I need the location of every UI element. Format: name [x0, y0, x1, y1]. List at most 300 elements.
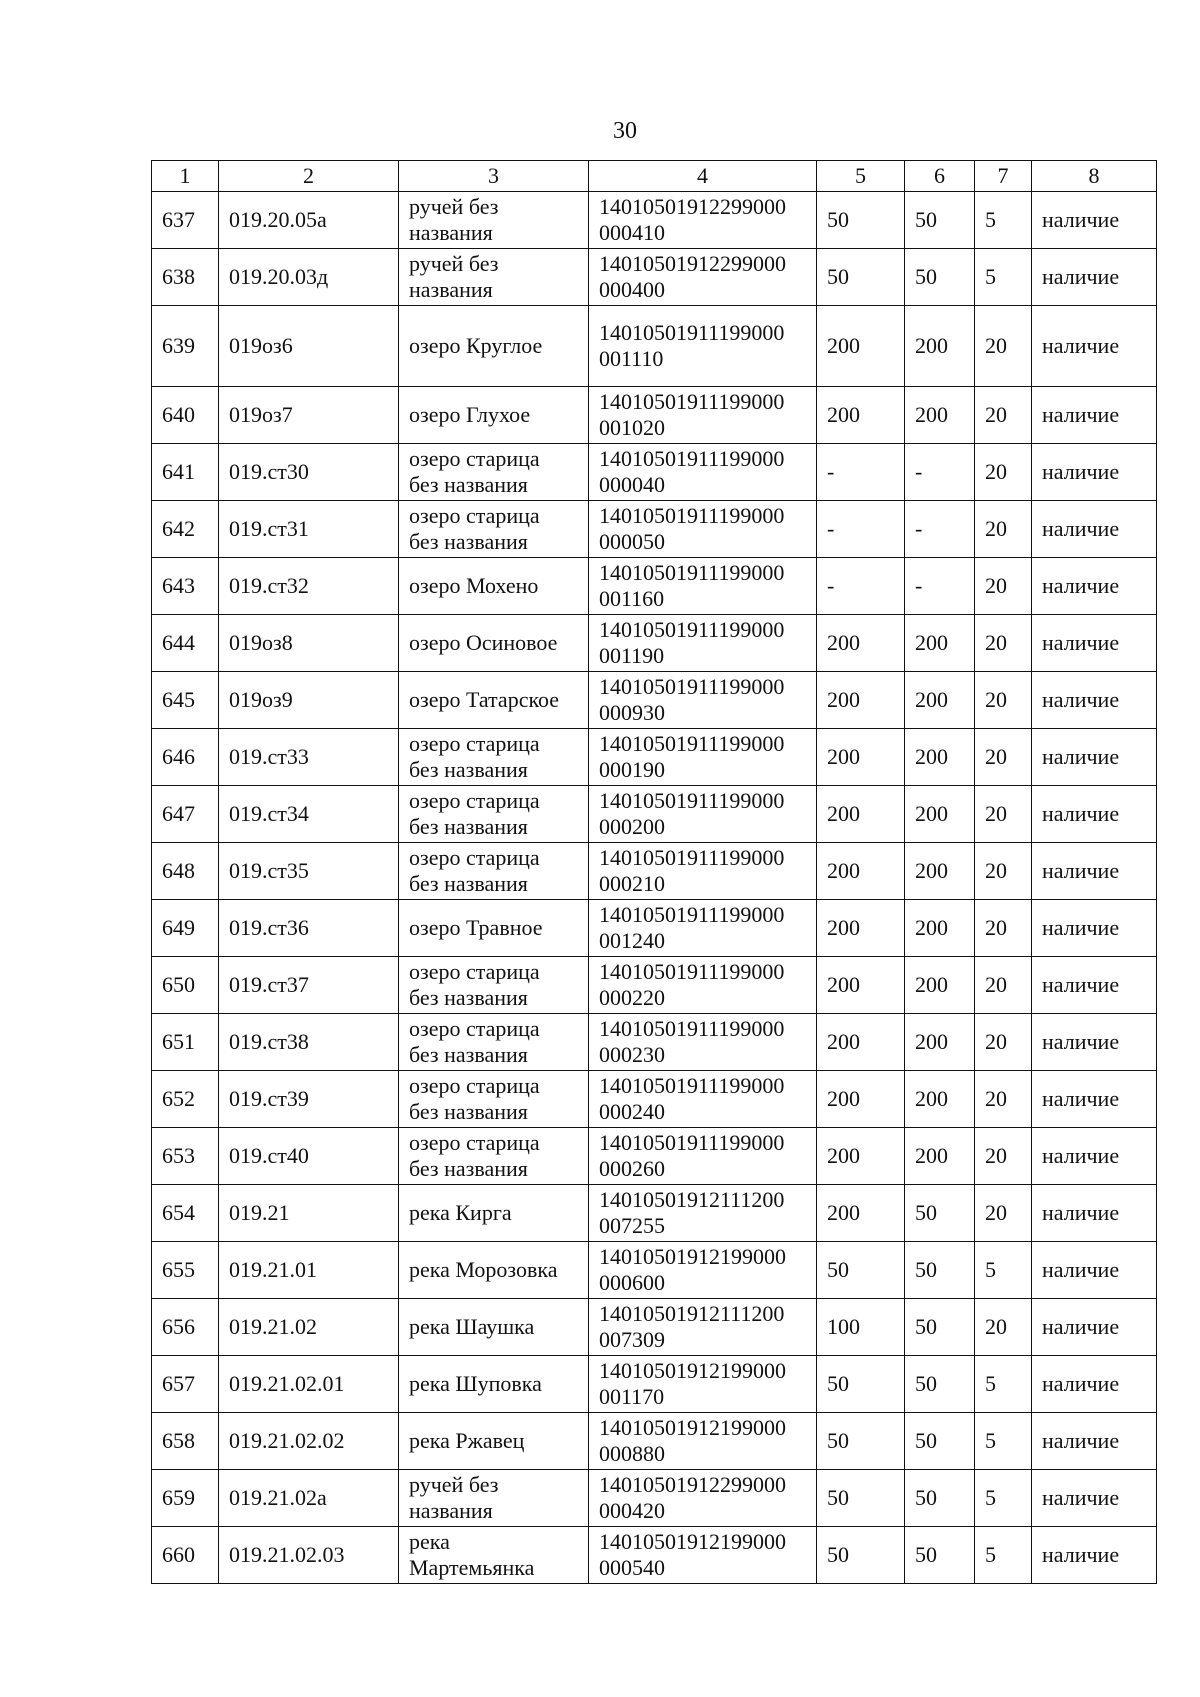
status-cell: наличие	[1032, 1470, 1157, 1527]
name-line: озеро старица	[409, 959, 540, 984]
table-row	[152, 1299, 1157, 1356]
row-number-cell: 642	[152, 501, 219, 558]
col5-cell: -	[817, 444, 905, 501]
table-row	[152, 1413, 1157, 1470]
row-number-cell: 655	[152, 1242, 219, 1299]
col6-cell: 50	[905, 1185, 975, 1242]
name-cell	[399, 1014, 589, 1071]
name-cell	[399, 192, 589, 249]
registry-id-line: 14010501911199000	[599, 902, 785, 927]
registry-id-line: 14010501912299000	[599, 1472, 786, 1497]
col7-cell: 20	[975, 1071, 1032, 1128]
row-number-cell: 644	[152, 615, 219, 672]
name-line: озеро старица	[409, 1073, 540, 1098]
col5-cell: 200	[817, 387, 905, 444]
name-cell	[399, 249, 589, 306]
row-number-cell: 658	[152, 1413, 219, 1470]
col5-cell: 200	[817, 672, 905, 729]
row-number-cell: 650	[152, 957, 219, 1014]
registry-id-line: 14010501911199000	[599, 959, 785, 984]
col6-cell: 200	[905, 843, 975, 900]
registry-id-line: 000050	[599, 529, 665, 554]
column-header: 7	[975, 161, 1032, 192]
header-row	[152, 161, 1157, 192]
row-number-cell: 640	[152, 387, 219, 444]
column-header: 5	[817, 161, 905, 192]
row-number-cell: 648	[152, 843, 219, 900]
registry-id-cell	[589, 1356, 817, 1413]
code-cell: 019.ст35	[219, 843, 399, 900]
column-header: 1	[152, 161, 219, 192]
col5-cell: 50	[817, 1527, 905, 1584]
code-cell: 019.ст38	[219, 1014, 399, 1071]
table-row	[152, 1470, 1157, 1527]
col7-cell: 5	[975, 1242, 1032, 1299]
col5-cell: 50	[817, 1413, 905, 1470]
row-number-cell: 652	[152, 1071, 219, 1128]
status-cell: наличие	[1032, 786, 1157, 843]
registry-id-line: 14010501912111200	[599, 1301, 785, 1326]
name-cell	[399, 444, 589, 501]
col5-cell: 200	[817, 1185, 905, 1242]
col7-cell: 5	[975, 1527, 1032, 1584]
col5-cell: 200	[817, 306, 905, 387]
col7-cell: 20	[975, 306, 1032, 387]
registry-id-cell	[589, 1242, 817, 1299]
table-row	[152, 957, 1157, 1014]
name-line: названия	[409, 1498, 493, 1523]
registry-id-line: 000880	[599, 1441, 665, 1466]
registry-id-line: 001240	[599, 928, 665, 953]
name-line: озеро старица	[409, 731, 540, 756]
col6-cell: 200	[905, 900, 975, 957]
name-line: река Шаушка	[409, 1314, 535, 1339]
name-line: река Ржавец	[409, 1428, 525, 1453]
table-row	[152, 444, 1157, 501]
registry-id-line: 001170	[599, 1384, 665, 1409]
name-line: озеро Осиновое	[409, 630, 558, 655]
status-cell: наличие	[1032, 1071, 1157, 1128]
row-number-cell: 639	[152, 306, 219, 387]
name-cell	[399, 957, 589, 1014]
name-line: река Шуповка	[409, 1371, 542, 1396]
name-line: река Кирга	[409, 1200, 512, 1225]
name-line: река Морозовка	[409, 1257, 558, 1282]
column-header: 2	[219, 161, 399, 192]
name-line: озеро Травное	[409, 915, 543, 940]
registry-id-cell	[589, 843, 817, 900]
table-row	[152, 249, 1157, 306]
col7-cell: 20	[975, 444, 1032, 501]
name-cell	[399, 672, 589, 729]
registry-id-cell	[589, 444, 817, 501]
registry-id-line: 000190	[599, 757, 665, 782]
name-line: озеро Круглое	[409, 333, 543, 358]
col5-cell: -	[817, 558, 905, 615]
code-cell: 019.ст32	[219, 558, 399, 615]
name-line: озеро Мохено	[409, 573, 539, 598]
registry-id-line: 14010501911199000	[599, 617, 785, 642]
col5-cell: 200	[817, 900, 905, 957]
name-line: без названия	[409, 529, 528, 554]
col7-cell: 20	[975, 1128, 1032, 1185]
col7-cell: 20	[975, 672, 1032, 729]
registry-id-cell	[589, 1299, 817, 1356]
status-cell: наличие	[1032, 192, 1157, 249]
col7-cell: 20	[975, 729, 1032, 786]
col7-cell: 20	[975, 1185, 1032, 1242]
registry-id-line: 14010501911199000	[599, 560, 785, 585]
status-cell: наличие	[1032, 1527, 1157, 1584]
name-line: без названия	[409, 814, 528, 839]
col7-cell: 20	[975, 786, 1032, 843]
registry-id-line: 000240	[599, 1099, 665, 1124]
registry-id-cell	[589, 1185, 817, 1242]
status-cell: наличие	[1032, 387, 1157, 444]
row-number-cell: 660	[152, 1527, 219, 1584]
col5-cell: 50	[817, 1356, 905, 1413]
name-cell	[399, 1185, 589, 1242]
registry-id-line: 14010501911199000	[599, 1073, 785, 1098]
water-objects-table	[151, 160, 1157, 1584]
col6-cell: 200	[905, 729, 975, 786]
name-line: без названия	[409, 871, 528, 896]
registry-id-line: 000600	[599, 1270, 665, 1295]
name-line: без названия	[409, 757, 528, 782]
name-line: ручей без	[409, 251, 499, 276]
registry-id-line: 000410	[599, 220, 665, 245]
table-row	[152, 786, 1157, 843]
col5-cell: 200	[817, 615, 905, 672]
registry-id-line: 14010501911199000	[599, 389, 785, 414]
status-cell: наличие	[1032, 672, 1157, 729]
col5-cell: 50	[817, 249, 905, 306]
col6-cell: 50	[905, 1527, 975, 1584]
status-cell: наличие	[1032, 1242, 1157, 1299]
col6-cell: 50	[905, 192, 975, 249]
name-cell	[399, 306, 589, 387]
col7-cell: 20	[975, 843, 1032, 900]
registry-id-line: 14010501912111200	[599, 1187, 785, 1212]
registry-id-line: 000260	[599, 1156, 665, 1181]
col6-cell: 200	[905, 1014, 975, 1071]
col6-cell: 50	[905, 1299, 975, 1356]
column-header: 4	[589, 161, 817, 192]
name-cell	[399, 1071, 589, 1128]
table-row	[152, 192, 1157, 249]
status-cell: наличие	[1032, 1014, 1157, 1071]
name-cell	[399, 843, 589, 900]
col7-cell: 20	[975, 558, 1032, 615]
code-cell: 019оз9	[219, 672, 399, 729]
status-cell: наличие	[1032, 501, 1157, 558]
table-row	[152, 1356, 1157, 1413]
row-number-cell: 656	[152, 1299, 219, 1356]
table-row	[152, 1128, 1157, 1185]
row-number-cell: 641	[152, 444, 219, 501]
registry-id-cell	[589, 1014, 817, 1071]
code-cell: 019.ст31	[219, 501, 399, 558]
registry-id-cell	[589, 192, 817, 249]
status-cell: наличие	[1032, 1185, 1157, 1242]
registry-id-line: 007309	[599, 1327, 665, 1352]
row-number-cell: 637	[152, 192, 219, 249]
table-row	[152, 501, 1157, 558]
status-cell: наличие	[1032, 1413, 1157, 1470]
registry-id-line: 000400	[599, 277, 665, 302]
code-cell: 019.ст30	[219, 444, 399, 501]
col5-cell: 50	[817, 1470, 905, 1527]
registry-id-line: 14010501912299000	[599, 251, 786, 276]
col6-cell: 50	[905, 1470, 975, 1527]
name-cell	[399, 729, 589, 786]
table-row	[152, 306, 1157, 387]
col7-cell: 20	[975, 957, 1032, 1014]
name-line: без названия	[409, 1099, 528, 1124]
status-cell: наличие	[1032, 444, 1157, 501]
code-cell: 019.ст34	[219, 786, 399, 843]
status-cell: наличие	[1032, 729, 1157, 786]
row-number-cell: 651	[152, 1014, 219, 1071]
col7-cell: 5	[975, 1356, 1032, 1413]
table-row	[152, 729, 1157, 786]
row-number-cell: 647	[152, 786, 219, 843]
table-row	[152, 1071, 1157, 1128]
registry-id-cell	[589, 1527, 817, 1584]
row-number-cell: 657	[152, 1356, 219, 1413]
registry-id-cell	[589, 1413, 817, 1470]
status-cell: наличие	[1032, 615, 1157, 672]
name-line: озеро старица	[409, 1130, 540, 1155]
table-body	[152, 192, 1157, 1584]
name-line: ручей без	[409, 194, 499, 219]
registry-id-cell	[589, 387, 817, 444]
name-cell	[399, 1413, 589, 1470]
name-line: озеро Татарское	[409, 687, 560, 712]
table-row	[152, 558, 1157, 615]
table-row	[152, 1242, 1157, 1299]
name-line: без названия	[409, 985, 528, 1010]
col6-cell: 50	[905, 1242, 975, 1299]
code-cell: 019.ст33	[219, 729, 399, 786]
col6-cell: 200	[905, 1128, 975, 1185]
row-number-cell: 643	[152, 558, 219, 615]
registry-id-line: 14010501912199000	[599, 1358, 786, 1383]
status-cell: наличие	[1032, 900, 1157, 957]
code-cell: 019оз8	[219, 615, 399, 672]
col5-cell: 50	[817, 192, 905, 249]
col7-cell: 20	[975, 501, 1032, 558]
status-cell: наличие	[1032, 843, 1157, 900]
name-line: озеро старица	[409, 845, 540, 870]
name-cell	[399, 1242, 589, 1299]
row-number-cell: 653	[152, 1128, 219, 1185]
col7-cell: 20	[975, 1014, 1032, 1071]
code-cell: 019.20.03д	[219, 249, 399, 306]
registry-id-line: 14010501911199000	[599, 845, 785, 870]
name-line: озеро старица	[409, 503, 540, 528]
code-cell: 019.ст37	[219, 957, 399, 1014]
row-number-cell: 649	[152, 900, 219, 957]
name-cell	[399, 1299, 589, 1356]
col6-cell: 50	[905, 249, 975, 306]
row-number-cell: 659	[152, 1470, 219, 1527]
name-line: названия	[409, 220, 493, 245]
code-cell: 019.21.01	[219, 1242, 399, 1299]
status-cell: наличие	[1032, 1128, 1157, 1185]
name-cell	[399, 1356, 589, 1413]
registry-id-cell	[589, 1470, 817, 1527]
column-header: 3	[399, 161, 589, 192]
col7-cell: 20	[975, 1299, 1032, 1356]
registry-id-line: 000220	[599, 985, 665, 1010]
code-cell: 019.ст39	[219, 1071, 399, 1128]
registry-id-cell	[589, 900, 817, 957]
registry-id-line: 14010501911199000	[599, 674, 785, 699]
col7-cell: 5	[975, 249, 1032, 306]
code-cell: 019.21.02	[219, 1299, 399, 1356]
name-line: озеро старица	[409, 788, 540, 813]
row-number-cell: 654	[152, 1185, 219, 1242]
name-line: река	[409, 1529, 450, 1554]
name-cell	[399, 786, 589, 843]
table-row	[152, 1185, 1157, 1242]
registry-id-line: 14010501911199000	[599, 731, 785, 756]
status-cell: наличие	[1032, 249, 1157, 306]
col7-cell: 5	[975, 1413, 1032, 1470]
code-cell: 019.ст40	[219, 1128, 399, 1185]
registry-id-line: 000040	[599, 472, 665, 497]
name-line: без названия	[409, 1042, 528, 1067]
code-cell: 019.21.02.01	[219, 1356, 399, 1413]
code-cell: 019.ст36	[219, 900, 399, 957]
registry-id-cell	[589, 1071, 817, 1128]
registry-id-cell	[589, 306, 817, 387]
column-header: 6	[905, 161, 975, 192]
code-cell: 019.21.02а	[219, 1470, 399, 1527]
registry-id-line: 14010501911199000	[599, 503, 785, 528]
status-cell: наличие	[1032, 558, 1157, 615]
col5-cell: 200	[817, 786, 905, 843]
status-cell: наличие	[1032, 957, 1157, 1014]
table-row	[152, 1014, 1157, 1071]
col6-cell: -	[905, 558, 975, 615]
name-cell	[399, 615, 589, 672]
registry-id-line: 001110	[599, 346, 664, 371]
registry-id-cell	[589, 672, 817, 729]
registry-id-line: 14010501912299000	[599, 194, 786, 219]
registry-id-line: 14010501911199000	[599, 1130, 785, 1155]
registry-id-line: 14010501912199000	[599, 1415, 786, 1440]
col5-cell: 50	[817, 1242, 905, 1299]
name-line: названия	[409, 277, 493, 302]
registry-id-line: 14010501912199000	[599, 1529, 786, 1554]
col7-cell: 5	[975, 1470, 1032, 1527]
name-cell	[399, 900, 589, 957]
table-row	[152, 615, 1157, 672]
registry-id-line: 000230	[599, 1042, 665, 1067]
registry-id-line: 14010501911199000	[599, 320, 785, 345]
col5-cell: 200	[817, 843, 905, 900]
table-row	[152, 900, 1157, 957]
col6-cell: -	[905, 444, 975, 501]
registry-id-cell	[589, 957, 817, 1014]
code-cell: 019.21.02.02	[219, 1413, 399, 1470]
registry-id-cell	[589, 615, 817, 672]
status-cell: наличие	[1032, 1299, 1157, 1356]
col5-cell: 200	[817, 957, 905, 1014]
col6-cell: -	[905, 501, 975, 558]
col6-cell: 200	[905, 387, 975, 444]
registry-id-line: 000930	[599, 700, 665, 725]
name-cell	[399, 501, 589, 558]
page-number: 30	[613, 118, 637, 144]
status-cell: наличие	[1032, 1356, 1157, 1413]
registry-id-cell	[589, 786, 817, 843]
name-line: без названия	[409, 1156, 528, 1181]
registry-id-line: 000420	[599, 1498, 665, 1523]
registry-id-line: 001190	[599, 643, 665, 668]
status-cell: наличие	[1032, 306, 1157, 387]
registry-id-line: 001020	[599, 415, 665, 440]
registry-id-line: 007255	[599, 1213, 665, 1238]
col5-cell: 100	[817, 1299, 905, 1356]
name-cell	[399, 387, 589, 444]
registry-id-cell	[589, 729, 817, 786]
col5-cell: 200	[817, 729, 905, 786]
col5-cell: -	[817, 501, 905, 558]
registry-id-line: 000200	[599, 814, 665, 839]
table-row	[152, 387, 1157, 444]
registry-id-line: 14010501911199000	[599, 446, 785, 471]
col5-cell: 200	[817, 1128, 905, 1185]
registry-id-line: 14010501912199000	[599, 1244, 786, 1269]
registry-id-line: 000210	[599, 871, 665, 896]
name-line: озеро старица	[409, 1016, 540, 1041]
col6-cell: 200	[905, 615, 975, 672]
code-cell: 019оз7	[219, 387, 399, 444]
col6-cell: 200	[905, 786, 975, 843]
name-line: без названия	[409, 472, 528, 497]
col7-cell: 20	[975, 615, 1032, 672]
table-row	[152, 1527, 1157, 1584]
code-cell: 019.21.02.03	[219, 1527, 399, 1584]
name-line: озеро старица	[409, 446, 540, 471]
row-number-cell: 645	[152, 672, 219, 729]
registry-id-line: 14010501911199000	[599, 788, 785, 813]
registry-id-cell	[589, 501, 817, 558]
registry-id-cell	[589, 249, 817, 306]
name-cell	[399, 1527, 589, 1584]
table-row	[152, 672, 1157, 729]
col7-cell: 5	[975, 192, 1032, 249]
col6-cell: 200	[905, 672, 975, 729]
registry-id-line: 001160	[599, 586, 665, 611]
name-cell	[399, 1470, 589, 1527]
col7-cell: 20	[975, 387, 1032, 444]
registry-id-cell	[589, 558, 817, 615]
code-cell: 019.20.05а	[219, 192, 399, 249]
name-line: ручей без	[409, 1472, 499, 1497]
registry-id-line: 14010501911199000	[599, 1016, 785, 1041]
registry-id-line: 000540	[599, 1555, 665, 1580]
name-line: Мартемьянка	[409, 1555, 535, 1580]
row-number-cell: 646	[152, 729, 219, 786]
name-cell	[399, 1128, 589, 1185]
row-number-cell: 638	[152, 249, 219, 306]
name-cell	[399, 558, 589, 615]
col6-cell: 50	[905, 1413, 975, 1470]
